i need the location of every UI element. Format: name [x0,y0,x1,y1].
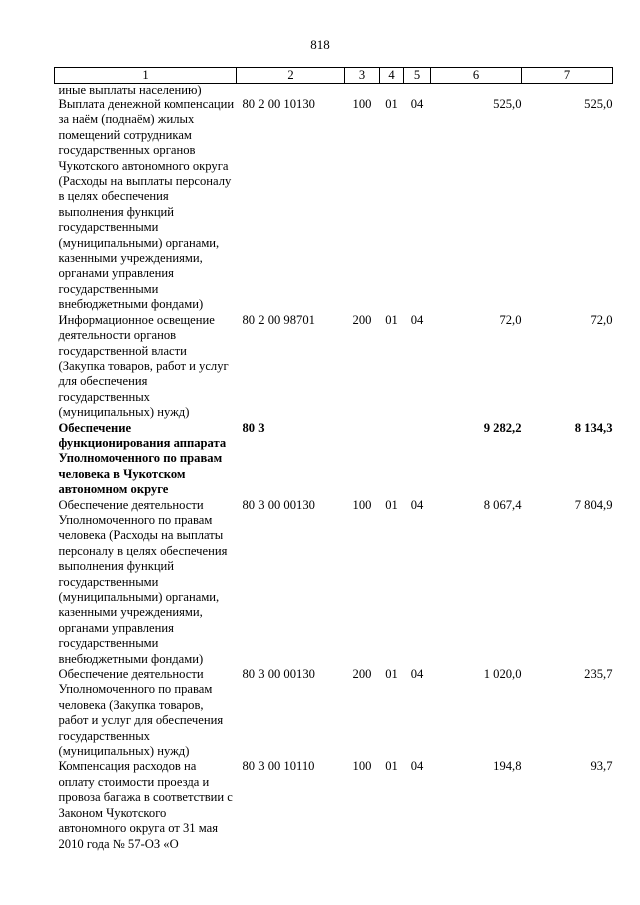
row-section [380,84,404,98]
row-amount-2: 93,7 [590,759,613,774]
row-section: 01 [385,667,398,682]
row-code: 80 3 00 10110 [242,759,315,774]
table-row [55,97,613,313]
row-amount-2 [522,84,613,98]
row-amount-1: 525,0 [493,97,522,111]
row-type: 100 [352,97,372,111]
table-header-row [55,68,613,84]
row-subsection: 04 [410,667,424,682]
table-row-subtotal [55,421,613,498]
row-code: 80 3 00 00130 [242,667,315,682]
row-code: 80 2 00 10130 [242,97,315,111]
row-type: 100 [352,759,372,774]
row-type: 200 [352,312,372,327]
row-amount-1: 194,8 [493,759,522,774]
row-subsection: 04 [410,97,424,111]
table-row [55,667,613,759]
column-header: 5 [404,68,431,84]
table-row [55,498,613,667]
row-amount-2: 235,7 [584,667,613,682]
row-name: Обеспечение деятельности Уполномоченного по правам человека (Расходы на выплаты персоналу в целях обеспечения выполнения функций государственными (муниципальными) органами, казенными учреждениями, органами управления государственными внебюджетными фондами) [58,497,228,666]
row-name: Выплата денежной компенсации за наём (поднаём) жилых помещений сотрудникам государственных органов Чукотского автономного округа (Расходы на выплаты персоналу в целях обеспечения выполнения функций государственными (муниципальными) органами, казенными учреждениями, органами управления государственными внебюджетными фондами) [58,97,235,312]
row-subsection: 04 [410,312,424,327]
row-section: 01 [385,497,398,512]
row-subsection: 04 [410,759,424,774]
row-name: Обеспечение функционирования аппарата Уполномоченного по правам человека в Чукотском автономном округе [58,420,227,497]
budget-table [54,67,613,852]
row-section [380,421,404,498]
row-type [345,84,380,98]
row-amount-1: 8 067,4 [483,497,522,512]
row-subsection: 04 [410,497,424,512]
row-name: Информационное освещение деятельности органов государственной власти (Закупка товаров, работ и услуг для обеспечения государственных (муниципальных) нужд) [58,312,229,420]
table-row [55,313,613,421]
row-type: 200 [352,667,372,682]
row-amount-2: 72,0 [590,312,613,327]
row-section: 01 [385,759,398,774]
row-type [345,421,380,498]
column-header: 2 [237,68,345,84]
table-row [55,759,613,851]
table-row [55,84,613,98]
row-amount-1: 1 020,0 [483,667,522,682]
row-name: Компенсация расходов на оплату стоимости проезда и провоза багажа в соответствии с Законом Чукотского автономного округа от 31 мая 2010 года № 57-ОЗ «О [58,759,233,851]
row-code [237,84,345,98]
row-name: Обеспечение деятельности Уполномоченного по правам человека (Закупка товаров, работ и услуг для обеспечения государственных (муниципальных) нужд) [58,667,224,759]
row-amount-2: 8 134,3 [574,420,613,435]
row-amount-2: 7 804,9 [574,497,613,512]
row-amount-1: 9 282,2 [483,420,522,435]
row-subsection [404,84,431,98]
row-amount-1 [431,84,522,98]
row-code: 80 2 00 98701 [242,312,315,327]
page-number: 818 [310,37,330,52]
column-header: 7 [522,68,613,84]
row-section: 01 [385,312,398,327]
column-header: 6 [431,68,522,84]
row-section: 01 [385,97,398,111]
row-subsection [404,421,431,498]
row-amount-1: 72,0 [499,312,522,327]
row-code: 80 3 00 00130 [242,497,315,512]
row-code: 80 3 [242,420,265,435]
column-header: 3 [345,68,380,84]
column-header: 4 [380,68,404,84]
row-type: 100 [352,497,372,512]
row-amount-2: 525,0 [584,97,613,111]
column-header: 1 [55,68,237,84]
row-name: иные выплаты населению) [58,83,202,97]
